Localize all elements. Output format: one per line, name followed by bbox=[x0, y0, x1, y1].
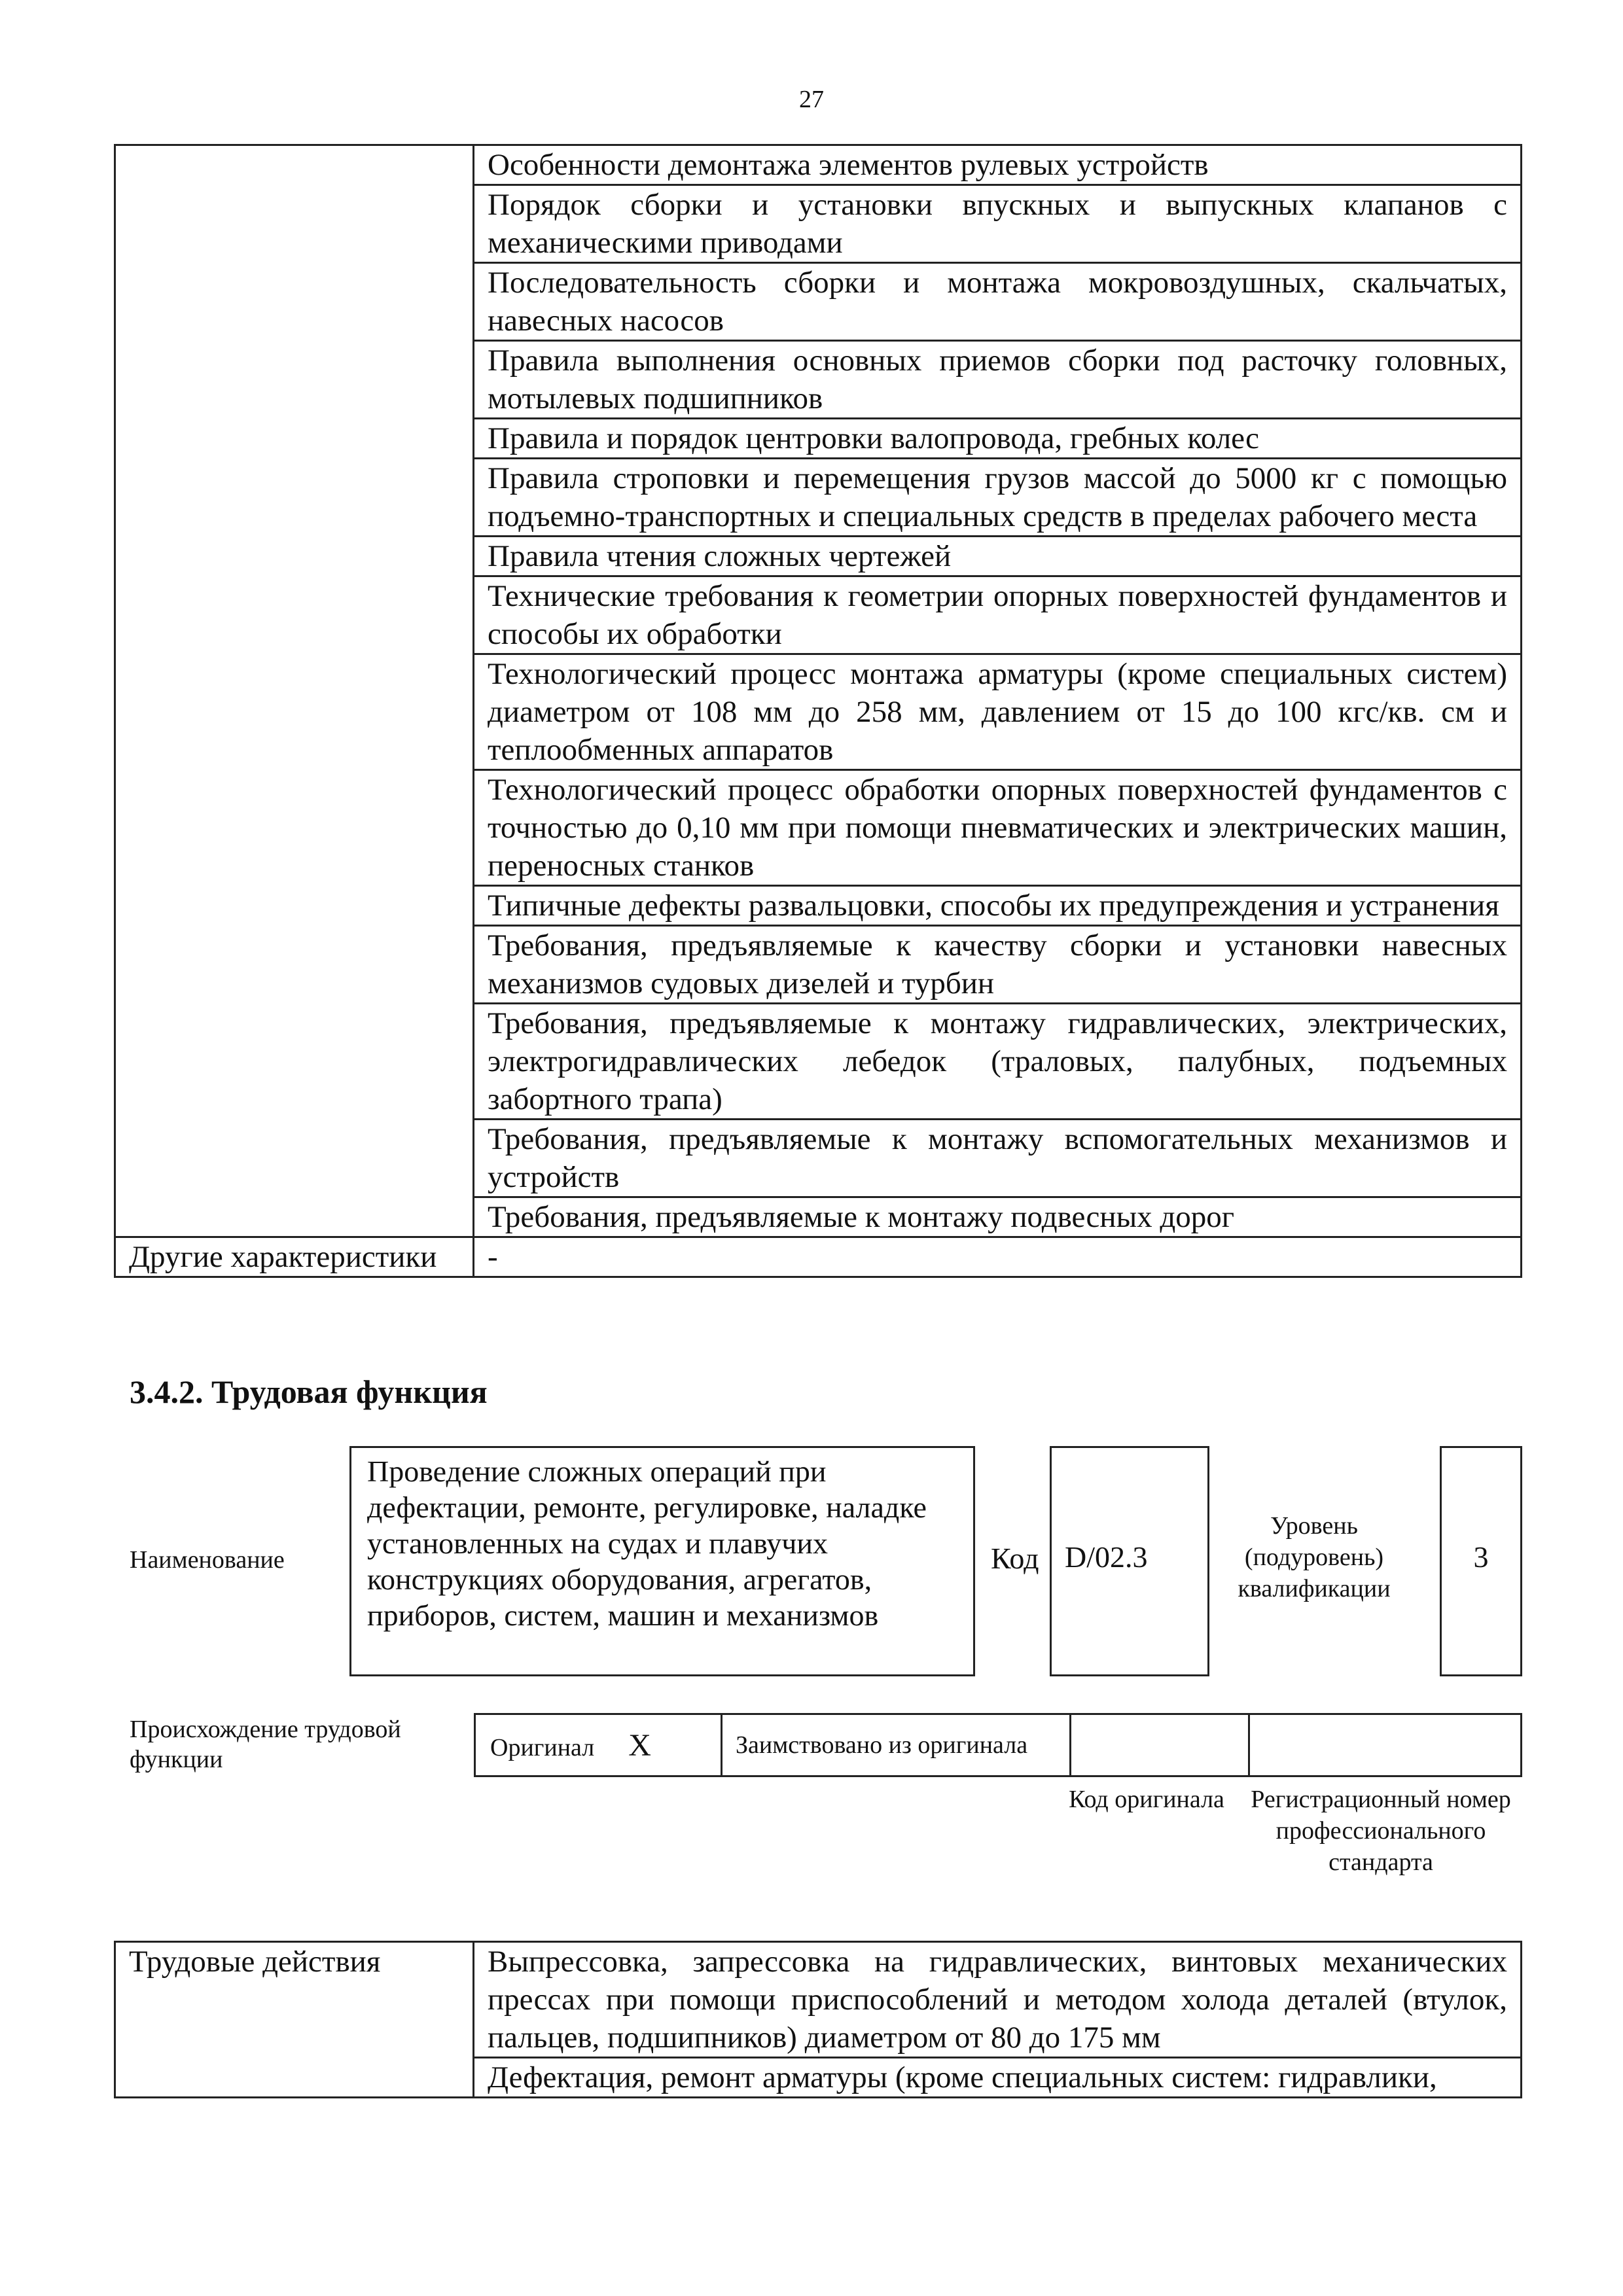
table-row bbox=[475, 1714, 1522, 1776]
knowledge-item: Последовательность сборки и монтажа мокровоздушных, скальчатых, навесных насосов bbox=[474, 263, 1522, 341]
action-item: Дефектация, ремонт арматуры (кроме специальных систем: гидравлики, bbox=[474, 2058, 1522, 2098]
code-label: Код bbox=[991, 1542, 1039, 1575]
origin-reg-caption: Регистрационный номер профессионального стандарта bbox=[1251, 1786, 1511, 1876]
knowledge-item: Правила и порядок центровки валопровода, гребных колес bbox=[474, 419, 1522, 459]
origin-label: Происхождение трудовой функции bbox=[130, 1716, 401, 1773]
other-characteristics-label: Другие характеристики bbox=[115, 1237, 474, 1277]
origin-code-caption: Код оригинала bbox=[1069, 1786, 1224, 1813]
knowledge-item: Требования, предъявляемые к монтажу вспомогательных механизмов и устройств bbox=[474, 1120, 1522, 1197]
actions-table bbox=[114, 1941, 1522, 2098]
knowledge-item: Правила строповки и перемещения грузов массой до 5000 кг с помощью подъемно-транспортных и специальных средств в пределах рабочего места bbox=[474, 459, 1522, 537]
knowledge-item: Технологический процесс обработки опорных поверхностей фундаментов с точностью до 0,10 мм при помощи пневматических и электрических машин, переносных станков bbox=[474, 770, 1522, 886]
origin-mark: X bbox=[628, 1727, 651, 1763]
knowledge-item: Технологический процесс монтажа арматуры (кроме специальных систем) диаметром от 108 мм до 258 мм, давлением от 15 до 100 кгс/кв. см и теплообменных аппаратов bbox=[474, 654, 1522, 770]
table-row bbox=[115, 145, 1522, 185]
table-row bbox=[115, 1237, 1522, 1277]
origin-borrowed-label: Заимствовано из оригинала bbox=[722, 1714, 1071, 1776]
function-name: Проведение сложных операций при дефектации, ремонте, регулировке, наладке установленных на судах и плавучих конструкциях оборудования, агрегатов, приборов, систем, машин и механизмов bbox=[349, 1446, 975, 1676]
origin-original-label: Оригинал bbox=[490, 1733, 595, 1761]
other-characteristics-value: - bbox=[474, 1237, 1522, 1277]
page-number: 27 bbox=[799, 86, 824, 113]
label-cell-empty bbox=[115, 145, 474, 1237]
function-code: D/02.3 bbox=[1050, 1446, 1209, 1676]
origin-table bbox=[474, 1713, 1522, 1777]
knowledge-item: Требования, предъявляемые к монтажу гидравлических, электрических, электрогидравлических лебедок (траловых, палубных, подъемных забортного трапа) bbox=[474, 1004, 1522, 1120]
knowledge-item: Типичные дефекты развальцовки, способы их предупреждения и устранения bbox=[474, 886, 1522, 926]
knowledge-item: Требования, предъявляемые к качеству сборки и установки навесных механизмов судовых дизелей и турбин bbox=[474, 926, 1522, 1004]
knowledge-table bbox=[114, 144, 1522, 1278]
knowledge-item: Правила чтения сложных чертежей bbox=[474, 537, 1522, 576]
qualification-level-label: Уровень (подуровень) квалификации bbox=[1238, 1512, 1391, 1602]
origin-original-cell bbox=[475, 1714, 722, 1776]
knowledge-item: Технические требования к геометрии опорных поверхностей фундаментов и способы их обработки bbox=[474, 576, 1522, 654]
qualification-level: 3 bbox=[1440, 1446, 1522, 1676]
table-row bbox=[115, 1942, 1522, 2058]
knowledge-item: Требования, предъявляемые к монтажу подвесных дорог bbox=[474, 1197, 1522, 1237]
knowledge-item: Правила выполнения основных приемов сборки под расточку головных, мотылевых подшипников bbox=[474, 341, 1522, 419]
section-title: 3.4.2. Трудовая функция bbox=[130, 1373, 488, 1410]
knowledge-item: Порядок сборки и установки впускных и выпускных клапанов с механическими приводами bbox=[474, 185, 1522, 263]
origin-code-cell bbox=[1071, 1714, 1249, 1776]
knowledge-item: Особенности демонтажа элементов рулевых устройств bbox=[474, 145, 1522, 185]
origin-reg-cell bbox=[1249, 1714, 1522, 1776]
name-label: Наименование bbox=[130, 1546, 285, 1574]
action-item: Выпрессовка, запрессовка на гидравлических, винтовых механических прессах при помощи приспособлений и методом холода деталей (втулок, пальцев, подшипников) диаметром от 80 до 175 мм bbox=[474, 1942, 1522, 2058]
actions-label: Трудовые действия bbox=[115, 1942, 474, 2098]
